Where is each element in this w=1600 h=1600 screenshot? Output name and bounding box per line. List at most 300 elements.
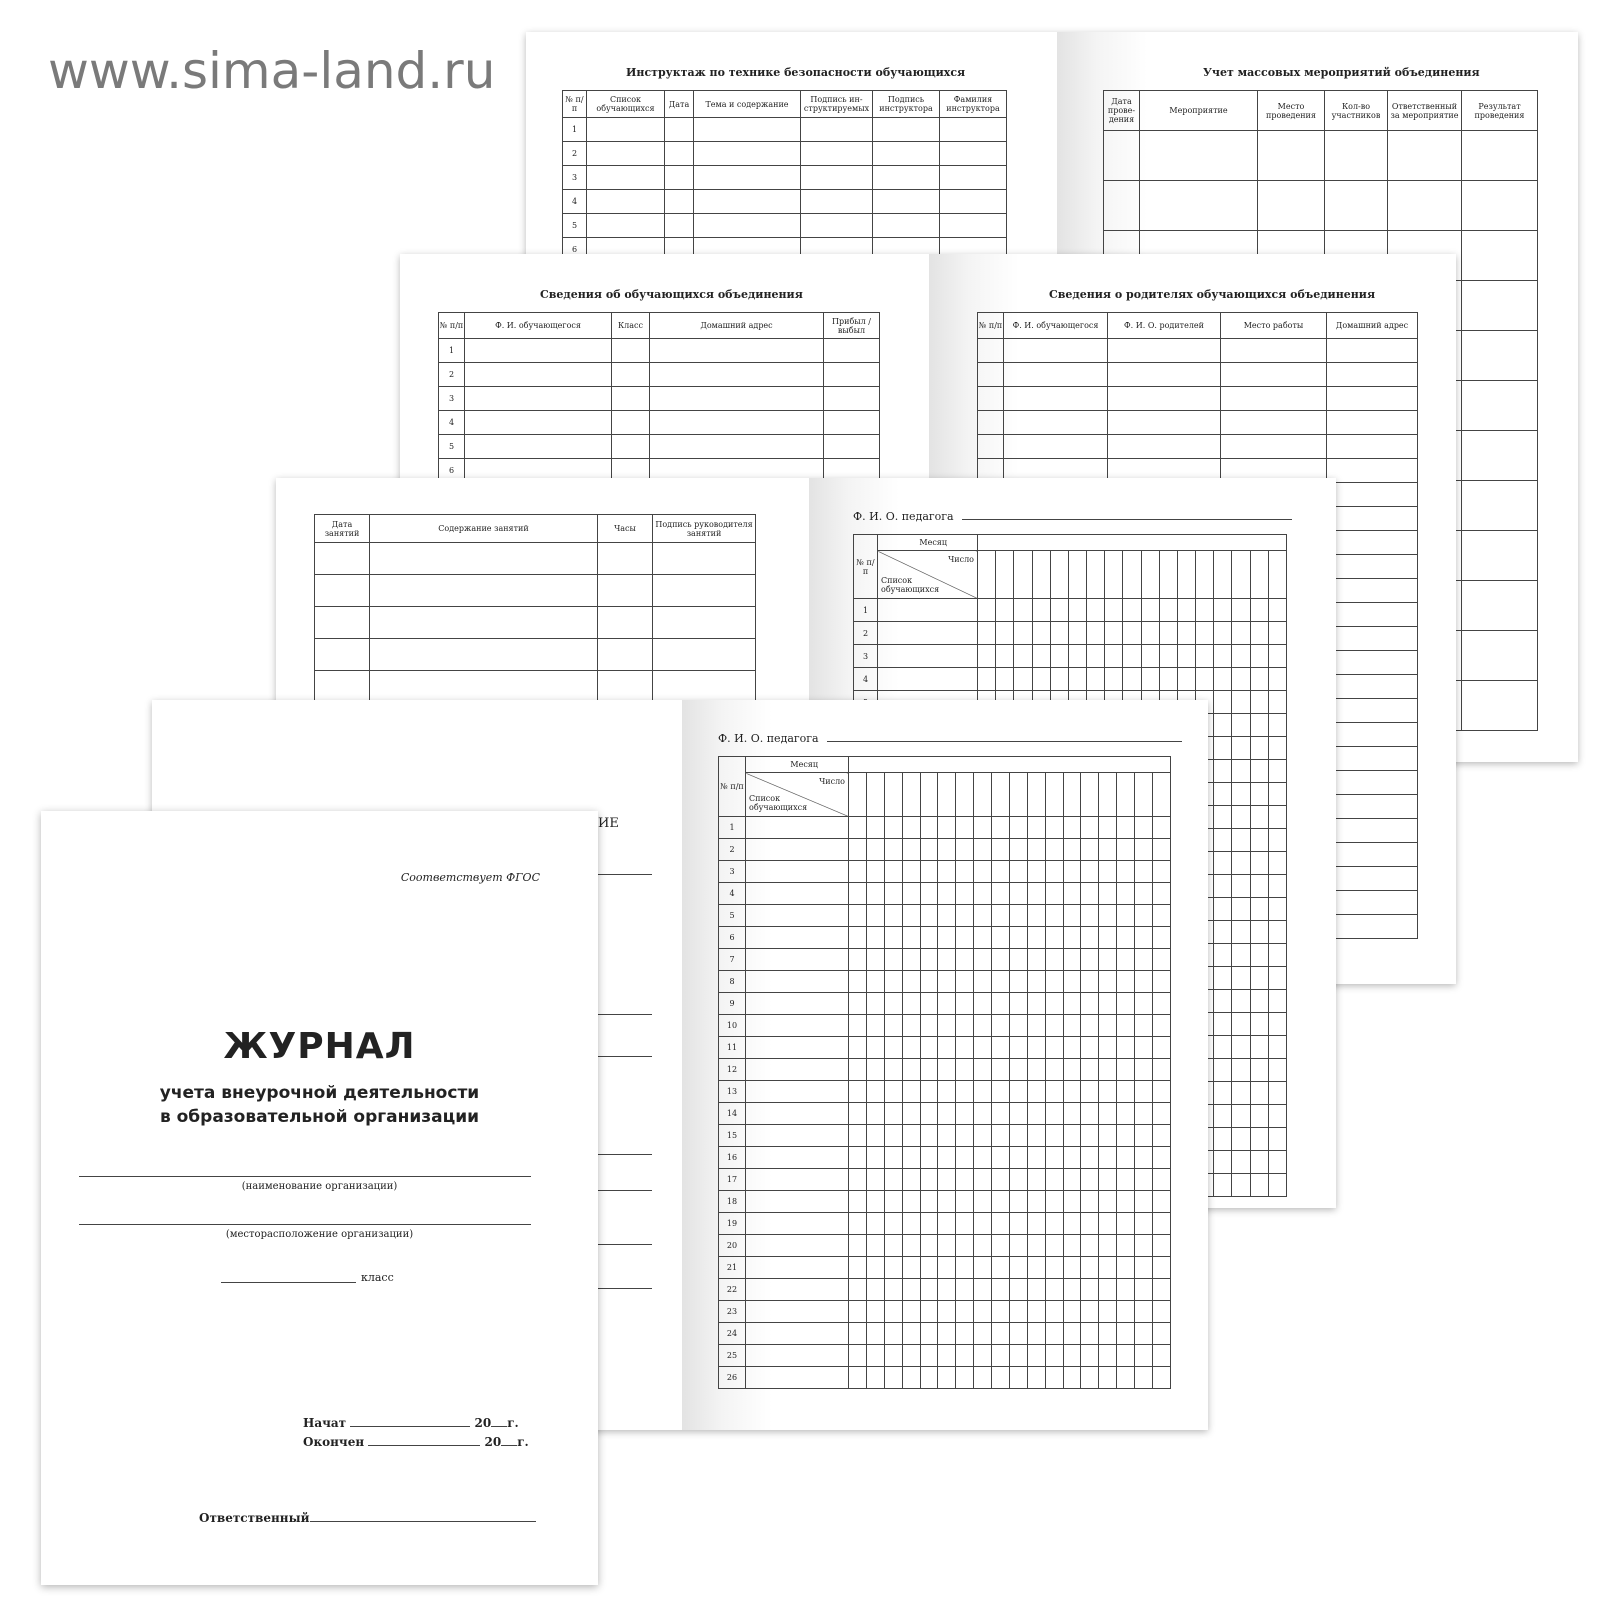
day-cell (1014, 599, 1032, 622)
day-cell (884, 949, 902, 971)
day-cell (866, 993, 884, 1015)
day-cell (1009, 949, 1027, 971)
day-cell (920, 927, 938, 949)
day-cell (1045, 1323, 1063, 1345)
day-cell (992, 1125, 1010, 1147)
day-cell (1027, 773, 1045, 817)
day-cell (920, 1257, 938, 1279)
day-cell (866, 1279, 884, 1301)
day-cell (1152, 1191, 1170, 1213)
table-row (854, 599, 1287, 622)
day-list-header (878, 551, 978, 599)
day-cell (866, 773, 884, 817)
day-cell (920, 1103, 938, 1125)
day-cell (1268, 1174, 1286, 1197)
teacher-name-label: Ф. И. О. педагога (718, 732, 819, 745)
day-cell (1152, 927, 1170, 949)
day-cell (849, 1015, 867, 1037)
table-row (315, 543, 756, 575)
year-line (501, 1445, 517, 1446)
day-cell (1009, 817, 1027, 839)
list-label: Список обучающихся (881, 576, 940, 594)
day-cell (920, 1015, 938, 1037)
day-cell (1196, 551, 1214, 599)
day-cell (1032, 622, 1050, 645)
table-row (719, 1081, 1171, 1103)
col-header: Подпись инструктора (873, 91, 940, 118)
day-cell (1009, 1103, 1027, 1125)
day-cell (1045, 1213, 1063, 1235)
day-cell (938, 1257, 956, 1279)
started-row (303, 1416, 519, 1430)
day-cell (1232, 967, 1250, 990)
day-cell (1268, 944, 1286, 967)
day-cell (1268, 737, 1286, 760)
col-header: Часы (598, 515, 653, 543)
day-cell (1232, 714, 1250, 737)
day-cell (1214, 1059, 1232, 1082)
day-cell (1099, 971, 1117, 993)
col-header: Дата (665, 91, 694, 118)
day-cell (992, 905, 1010, 927)
day-cell (938, 1059, 956, 1081)
day-cell (1232, 622, 1250, 645)
day-cell (902, 861, 920, 883)
day-cell (1027, 861, 1045, 883)
day-cell (1027, 1037, 1045, 1059)
day-cell (974, 1147, 992, 1169)
day-cell (1009, 861, 1027, 883)
row-number: 3 (563, 166, 587, 190)
col-header: Результат проведения (1462, 91, 1538, 131)
day-cell (884, 1301, 902, 1323)
day-cell (1250, 551, 1268, 599)
started-label: Начат (303, 1416, 347, 1430)
day-cell (1032, 599, 1050, 622)
day-cell (1063, 839, 1081, 861)
col-header: Список обучающихся (587, 91, 665, 118)
day-cell (1196, 645, 1214, 668)
day-cell (1063, 993, 1081, 1015)
day-cell (1099, 1147, 1117, 1169)
day-cell (992, 1037, 1010, 1059)
day-cell (849, 1103, 867, 1125)
day-cell (1063, 1081, 1081, 1103)
day-cell (1099, 817, 1117, 839)
day-cell (1232, 760, 1250, 783)
day-cell (1117, 1367, 1135, 1389)
day-cell (1232, 898, 1250, 921)
day-cell (1135, 773, 1153, 817)
row-number: 5 (719, 905, 746, 927)
day-cell (1135, 1081, 1153, 1103)
row-number: 6 (563, 238, 587, 262)
day-cell (1027, 971, 1045, 993)
day-cell (902, 905, 920, 927)
day-cell (1232, 1082, 1250, 1105)
day-cell (866, 1081, 884, 1103)
day-cell (1232, 668, 1250, 691)
cover-subtitle (41, 1081, 598, 1129)
day-cell (1081, 905, 1099, 927)
day-cell (938, 1191, 956, 1213)
day-cell (1027, 1125, 1045, 1147)
day-cell (1250, 1151, 1268, 1174)
day-cell (1152, 817, 1170, 839)
day-cell (902, 1037, 920, 1059)
day-cell (1141, 645, 1159, 668)
page-attendance-2 (682, 700, 1208, 1430)
day-cell (1196, 599, 1214, 622)
day-cell (956, 883, 974, 905)
table-row (719, 927, 1171, 949)
day-cell (1117, 1301, 1135, 1323)
day-cell (1099, 883, 1117, 905)
day-cell (1123, 599, 1141, 622)
day-cell (1063, 1015, 1081, 1037)
day-cell (849, 1301, 867, 1323)
day-cell (849, 927, 867, 949)
day-cell (849, 1213, 867, 1235)
day-cell (938, 1169, 956, 1191)
day-cell (884, 1081, 902, 1103)
day-cell (1152, 1037, 1170, 1059)
day-cell (974, 993, 992, 1015)
day-cell (1081, 1367, 1099, 1389)
day-cell (1152, 1169, 1170, 1191)
day-cell (1117, 1103, 1135, 1125)
day-cell (866, 1367, 884, 1389)
day-cell (1081, 1257, 1099, 1279)
day-cell (1063, 773, 1081, 817)
day-cell (866, 1323, 884, 1345)
day-cell (1081, 949, 1099, 971)
day-cell (1250, 1059, 1268, 1082)
day-cell (1045, 1367, 1063, 1389)
row-number: 3 (439, 387, 465, 411)
attendance-grid (718, 756, 1171, 1389)
table-row (719, 905, 1171, 927)
day-cell (902, 927, 920, 949)
day-cell (1087, 668, 1105, 691)
page-title: Сведения о родителях обучающихся объединения (1049, 288, 1376, 301)
day-cell (1050, 551, 1068, 599)
day-cell (1027, 949, 1045, 971)
day-cell (1027, 1059, 1045, 1081)
day-cell (849, 1323, 867, 1345)
day-cell (1081, 1301, 1099, 1323)
day-cell (1135, 1191, 1153, 1213)
day-cell (1027, 1169, 1045, 1191)
day-cell (1099, 1367, 1117, 1389)
day-cell (1117, 773, 1135, 817)
day-cell (1135, 861, 1153, 883)
day-cell (1009, 773, 1027, 817)
day-cell (1135, 993, 1153, 1015)
day-cell (938, 1015, 956, 1037)
day-cell (1063, 1191, 1081, 1213)
table-row (719, 1323, 1171, 1345)
day-cell (938, 1081, 956, 1103)
table-row (719, 1037, 1171, 1059)
day-cell (1135, 1213, 1153, 1235)
day-cell (884, 1191, 902, 1213)
day-cell (1214, 551, 1232, 599)
ended-label: Окончен (303, 1435, 365, 1449)
day-cell (1027, 927, 1045, 949)
day-cell (849, 1235, 867, 1257)
day-cell (902, 1279, 920, 1301)
row-number: 18 (719, 1191, 746, 1213)
day-cell (1081, 1323, 1099, 1345)
day-cell (1014, 645, 1032, 668)
day-cell (974, 1213, 992, 1235)
day-cell (956, 1257, 974, 1279)
day-cell (902, 1059, 920, 1081)
day-cell (866, 1301, 884, 1323)
day-cell (1159, 645, 1177, 668)
day-cell (956, 1235, 974, 1257)
lessons-table (314, 514, 756, 703)
day-cell (974, 1191, 992, 1213)
table-row (719, 1191, 1171, 1213)
page-title: Сведения об обучающихся объединения (540, 288, 803, 301)
day-cell (1050, 668, 1068, 691)
day-cell (1135, 949, 1153, 971)
col-header: Класс (612, 313, 650, 339)
day-cell (1081, 1213, 1099, 1235)
day-cell (974, 1169, 992, 1191)
day-cell (978, 622, 996, 645)
table-row (719, 971, 1171, 993)
day-cell (849, 1279, 867, 1301)
day-cell (1141, 668, 1159, 691)
day-cell (1141, 551, 1159, 599)
day-cell (1152, 1015, 1170, 1037)
day-cell (1027, 1015, 1045, 1037)
day-cell (1045, 839, 1063, 861)
day-cell (1009, 1279, 1027, 1301)
day-cell (978, 599, 996, 622)
table-row (719, 1213, 1171, 1235)
row-number: 2 (563, 142, 587, 166)
day-cell (866, 1015, 884, 1037)
row-number: 22 (719, 1279, 746, 1301)
day-cell (1045, 883, 1063, 905)
day-cell (1268, 599, 1286, 622)
day-label: Число (819, 777, 845, 786)
row-number: 6 (719, 927, 746, 949)
day-cell (956, 817, 974, 839)
day-cell (974, 905, 992, 927)
day-cell (1081, 1345, 1099, 1367)
day-cell (1152, 993, 1170, 1015)
day-cell (1152, 1301, 1170, 1323)
col-header: Содержание занятий (370, 515, 598, 543)
day-cell (1117, 1015, 1135, 1037)
row-number: 2 (854, 622, 878, 645)
day-cell (1009, 1235, 1027, 1257)
day-cell (1117, 839, 1135, 861)
day-cell (996, 551, 1014, 599)
col-header: Тема и содержание (694, 91, 801, 118)
day-cell (902, 971, 920, 993)
col-header: Дата занятий (315, 515, 370, 543)
day-cell (1009, 839, 1027, 861)
day-cell (1063, 883, 1081, 905)
day-cell (1045, 1191, 1063, 1213)
day-cell (1214, 898, 1232, 921)
day-cell (1232, 829, 1250, 852)
day-cell (1105, 645, 1123, 668)
day-cell (1268, 1105, 1286, 1128)
students-table (438, 312, 880, 483)
table-row (439, 387, 880, 411)
day-cell (1214, 737, 1232, 760)
day-cell (884, 817, 902, 839)
day-cell (1050, 645, 1068, 668)
col-header: Дата прове-дения (1104, 91, 1140, 131)
day-cell (1081, 1125, 1099, 1147)
day-cell (902, 1301, 920, 1323)
day-cell (992, 861, 1010, 883)
day-cell (1268, 829, 1286, 852)
day-cell (884, 1235, 902, 1257)
day-cell (1081, 861, 1099, 883)
day-cell (1232, 551, 1250, 599)
row-number: 4 (563, 190, 587, 214)
day-cell (1250, 921, 1268, 944)
day-cell (849, 883, 867, 905)
fgos-note: Соответствует ФГОС (400, 871, 540, 884)
day-cell (1214, 829, 1232, 852)
day-cell (1063, 1037, 1081, 1059)
day-cell (1250, 737, 1268, 760)
table-row (854, 668, 1287, 691)
day-cell (849, 993, 867, 1015)
day-cell (1250, 990, 1268, 1013)
day-cell (992, 1059, 1010, 1081)
day-cell (1268, 967, 1286, 990)
day-cell (938, 993, 956, 1015)
day-cell (974, 1037, 992, 1059)
row-number: 1 (439, 339, 465, 363)
day-cell (1063, 949, 1081, 971)
row-number: 3 (854, 645, 878, 668)
table-row (719, 949, 1171, 971)
day-cell (1268, 622, 1286, 645)
day-cell (902, 1257, 920, 1279)
day-cell (956, 1345, 974, 1367)
day-cell (920, 1235, 938, 1257)
day-cell (1099, 861, 1117, 883)
day-cell (920, 1345, 938, 1367)
day-cell (902, 817, 920, 839)
row-number: 4 (439, 411, 465, 435)
day-cell (956, 1081, 974, 1103)
row-number: 12 (719, 1059, 746, 1081)
started-year-prefix: 20 (474, 1416, 492, 1430)
day-cell (1250, 668, 1268, 691)
day-cell (849, 1037, 867, 1059)
day-cell (1063, 1059, 1081, 1081)
day-cell (1232, 875, 1250, 898)
day-cell (1232, 921, 1250, 944)
year-line (491, 1426, 507, 1427)
day-cell (1250, 783, 1268, 806)
day-cell (1099, 1235, 1117, 1257)
day-cell (1045, 1345, 1063, 1367)
day-cell (992, 971, 1010, 993)
table-row (719, 817, 1171, 839)
day-cell (920, 1213, 938, 1235)
day-cell (978, 551, 996, 599)
day-cell (1232, 783, 1250, 806)
day-cell (884, 1323, 902, 1345)
day-cell (1177, 622, 1195, 645)
day-cell (1081, 927, 1099, 949)
col-header: № п/п (978, 313, 1004, 339)
table-row (719, 839, 1171, 861)
day-cell (1268, 875, 1286, 898)
day-cell (1135, 1103, 1153, 1125)
row-number: 7 (719, 949, 746, 971)
day-cell (938, 905, 956, 927)
day-cell (849, 1345, 867, 1367)
day-cell (1009, 1213, 1027, 1235)
day-cell (978, 668, 996, 691)
day-cell (1081, 817, 1099, 839)
journal-cover (41, 811, 598, 1585)
day-cell (956, 773, 974, 817)
day-cell (1214, 990, 1232, 1013)
day-cell (1268, 1036, 1286, 1059)
day-cell (1250, 1128, 1268, 1151)
table-row (719, 1279, 1171, 1301)
day-cell (920, 993, 938, 1015)
day-cell (1117, 1257, 1135, 1279)
table-row (315, 575, 756, 607)
day-cell (902, 1191, 920, 1213)
day-cell (884, 927, 902, 949)
day-cell (1099, 949, 1117, 971)
day-cell (920, 1147, 938, 1169)
table-row (854, 622, 1287, 645)
day-cell (1081, 1169, 1099, 1191)
day-cell (1027, 1213, 1045, 1235)
day-cell (1032, 668, 1050, 691)
day-cell (884, 1367, 902, 1389)
row-number: 4 (719, 883, 746, 905)
day-cell (992, 883, 1010, 905)
day-cell (1045, 949, 1063, 971)
day-cell (974, 1125, 992, 1147)
day-cell (849, 1081, 867, 1103)
day-cell (938, 971, 956, 993)
day-cell (1063, 905, 1081, 927)
day-cell (992, 993, 1010, 1015)
row-number: 26 (719, 1367, 746, 1389)
day-cell (1105, 551, 1123, 599)
day-cell (849, 971, 867, 993)
day-cell (1045, 993, 1063, 1015)
day-cell (1117, 1235, 1135, 1257)
day-cell (1152, 861, 1170, 883)
day-cell (1152, 1235, 1170, 1257)
day-cell (1063, 1257, 1081, 1279)
day-cell (1135, 905, 1153, 927)
day-cell (992, 1345, 1010, 1367)
